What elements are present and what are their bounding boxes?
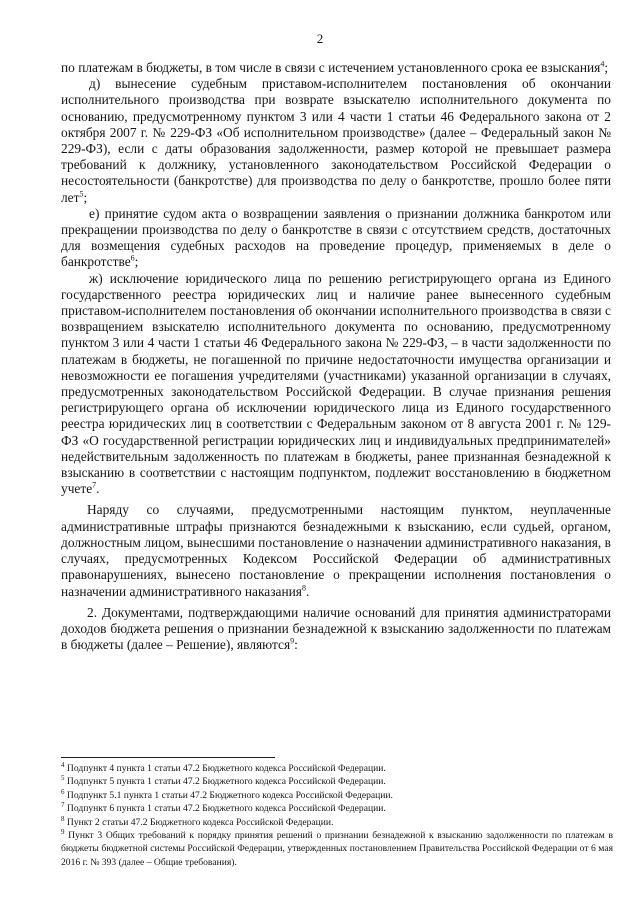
- paragraph-documents: 2. Документами, подтверждающими наличие оснований для принятия администраторами доходов бюджета решения о признании безнадежной к взысканию задолженности по платежам в бюджеты (далее – Решение), являются$^9$:: [61, 604, 611, 653]
- paragraph-subitem-d: д) вынесение судебным приставом-исполнителем постановления об окончании исполнительного производства при возврате взыскателю исполнительного документа по основанию, предусмотренному пунктом 3 или 4 части 1 статьи 46 Федерального закона от 2 октября 2007 г. № 229-ФЗ «Об исполнительном производстве» (далее – Федеральный закон № 229-ФЗ), если с даты образования задолженности, размер которой не превышает размера требований к должнику, установленного законодательством Российской Федерации о несостоятельности (банкротстве) для производства по делу о банкротстве, прошло более пяти лет$^5$;: [61, 76, 611, 205]
- page-number: 2: [316, 31, 324, 46]
- paragraph-continuation: по платежам в бюджеты, в том числе в связи с истечением установленного срока ее взыскания$^4$;: [61, 59, 609, 75]
- footnote: $^9$ Пункт 3 Общих требований к порядку принятия решений о признании безнадежной к взысканию задолженности по платежам в бюджеты бюджетной системы Российской Федерации, утвержденных постановлением Правительства Российской Федерации от 6 мая 2016 г. № 393 (далее – Общие требования).: [61, 827, 613, 868]
- paragraph-subitem-zh: ж) исключение юридического лица по решению регистрирующего органа из Единого государственного реестра юридических лиц и наличие ранее вынесенного судебным приставом-исполнителем постановления об окончании исполнительного производства в связи с возвращением взыскателю исполнительного документа по основанию, предусмотренному пунктом 3 или 4 части 1 статьи 46 Федерального закона № 229-ФЗ, – в части задолженности по платежам в бюджеты, не погашенной по причине недостаточности имущества организации и невозможности ее погашения учредителями (участниками) указанной организации в случаях, предусмотренных законодательством Российской Федерации. В случае признания решения регистрирующего органа об исключении юридического лица из Единого государственного реестра юридических лиц в соответствии с Федеральным законом от 8 августа 2001 г. № 129-ФЗ «О государственной регистрации юридических лиц и индивидуальных предпринимателей» недействительным задолженность по платежам в бюджеты, ранее признанная безнадежной к взысканию в соответствии с настоящим подпунктом, подлежит восстановлению в бюджетном учете$^7$.: [61, 270, 611, 497]
- paragraph-fines: Наряду со случаями, предусмотренными настоящим пунктом, неуплаченные административные штрафы признаются безнадежными к взысканию, если судьей, органом, должностным лицом, вынесшими постановление о назначении административного наказания, в случаях, предусмотренных Кодексом Российской Федерации об административных правонарушениях, вынесено постановление о прекращении исполнения постановления о назначении административного наказания$^8$.: [61, 502, 611, 599]
- footnote: $^8$ Пункт 2 статьи 47.2 Бюджетного кодекса Российской Федерации.: [61, 814, 334, 828]
- footnote-ref: 5: [79, 189, 84, 199]
- footnote-ref: 8: [301, 583, 306, 593]
- paragraph-subitem-e: е) принятие судом акта о возвращении заявления о признании должника банкротом или прекращении производства по делу о банкротстве в связи с отсутствием средств, достаточных для возмещения судебных расходов на проведение процедур, применяемых в деле о банкротстве$^6$;: [61, 205, 611, 270]
- footnote: $^5$ Подпункт 5 пункта 1 статьи 47.2 Бюджетного кодекса Российской Федерации.: [61, 774, 386, 788]
- footnote-ref: 4: [600, 59, 605, 69]
- footnote-ref: 6: [130, 253, 135, 263]
- footnote-ref: 9: [290, 636, 295, 646]
- footnote: $^6$ Подпункт 5.1 пункта 1 статьи 47.2 Бюджетного кодекса Российской Федерации.: [61, 787, 393, 801]
- document-body: [61, 60, 611, 653]
- footnotes: [61, 762, 613, 869]
- footnote: $^7$ Подпункт 6 пункта 1 статьи 47.2 Бюджетного кодекса Российской Федерации.: [61, 801, 386, 815]
- footnote: $^4$ Подпункт 4 пункта 1 статьи 47.2 Бюджетного кодекса Российской Федерации.: [61, 760, 386, 774]
- footnote-separator: [61, 757, 275, 758]
- footnote-ref: 7: [92, 480, 97, 490]
